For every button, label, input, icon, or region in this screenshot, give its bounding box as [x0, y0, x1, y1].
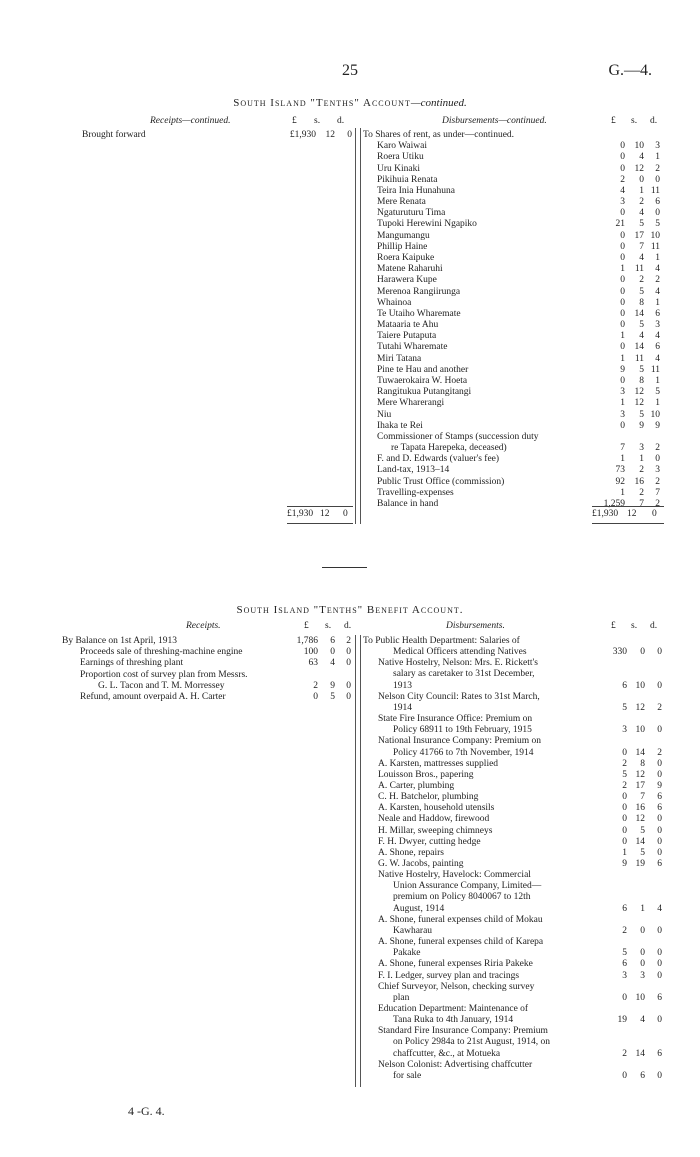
amount-pounds: 0 — [620, 141, 625, 152]
amount-pence: 10 — [650, 409, 660, 420]
amount-shillings: 1 — [639, 185, 644, 196]
ledger-row-text: C. H. Batchelor, plumbing — [378, 792, 479, 803]
ledger-row-text: State Fire Insurance Office: Premium on — [378, 714, 533, 725]
amount-shillings: 16 — [634, 476, 644, 487]
amount-shillings: 11 — [634, 353, 644, 364]
amount-pounds: 2 — [622, 925, 627, 936]
amount-shillings: 7 — [639, 498, 644, 509]
amount-pence: 2 — [655, 498, 660, 509]
amount-pounds: 0 — [622, 814, 627, 825]
amount-pence: 4 — [655, 331, 660, 342]
ledger-row-text: on Policy 2984a to 21st August, 1914, on — [393, 1037, 551, 1048]
amount-pence: 4 — [657, 903, 662, 914]
amount-pounds: 0 — [620, 208, 625, 219]
amount-pence: 6 — [655, 308, 660, 319]
amount-pence: 3 — [655, 465, 660, 476]
amount-pounds: 3 — [620, 409, 625, 420]
amount-pounds: 2 — [622, 780, 627, 791]
amount-pence: 2 — [346, 636, 351, 646]
amount-pounds: 0 — [620, 308, 625, 319]
amount-pence: 6 — [657, 992, 662, 1003]
amount-pounds: 92 — [615, 476, 625, 487]
ledger-row-text: Whainoa — [377, 297, 412, 308]
amount-pence: 1 — [655, 398, 660, 409]
amount-shillings: 5 — [639, 409, 644, 420]
ledger-row-text: A. Shone, repairs — [378, 847, 444, 858]
ledger-row-text: Tuwaerokaira W. Hoeta — [377, 375, 468, 386]
amount-shillings: 4 — [330, 658, 335, 669]
amount-pence: 11 — [650, 364, 660, 375]
amount-pounds: 3 — [622, 725, 627, 736]
amount-pence: 0 — [657, 725, 662, 736]
amount-pence: 9 — [655, 420, 660, 431]
amount-shillings: 12 — [635, 814, 645, 825]
amount-pence: 2 — [655, 443, 660, 454]
amount-shillings: 5 — [330, 692, 335, 702]
amount-pence: 0 — [657, 847, 662, 858]
amount-pence: 6 — [655, 197, 660, 208]
ledger-row-text: Native Hostelry, Havelock: Commercial — [378, 870, 531, 881]
ledger-row-text: Miri Tatana — [377, 353, 422, 364]
section-title-tenths-account: South Island "Tenths" Account—continued. — [233, 97, 467, 109]
amount-pence: 0 — [657, 970, 662, 981]
amount-pence: 2 — [657, 747, 662, 758]
amount-pence: 0 — [657, 1015, 662, 1026]
ledger-row-text: 1913 — [393, 680, 412, 691]
amount-pounds: 0 — [620, 297, 625, 308]
amount-shillings: 7 — [640, 792, 645, 803]
amount-pence: 6 — [655, 342, 660, 353]
amount-pounds: 330 — [612, 647, 627, 658]
amount-pence: 0 — [346, 647, 351, 658]
amount-pence: 4 — [655, 286, 660, 297]
ledger-row-text: Mataaria te Ahu — [377, 320, 439, 331]
amount-shillings: 0 — [639, 174, 644, 185]
ledger-row-text: Tutahi Wharemate — [377, 342, 448, 353]
ledger-row-text: F. and D. Edwards (valuer's fee) — [377, 454, 500, 465]
amount-pence: 0 — [657, 758, 662, 769]
amount-shillings: 17 — [635, 780, 645, 791]
section-title-benefit-account: South Island "Tenths" Benefit Account. — [236, 604, 464, 616]
disbursements-header: Disbursements—continued. — [442, 116, 547, 126]
receipts-header: Receipts—continued. — [150, 116, 231, 126]
amount-shillings: 10 — [635, 680, 645, 691]
amount-pounds: 1,786 — [296, 636, 318, 646]
amount-pounds: 0 — [620, 152, 625, 163]
amount-pounds: 0 — [622, 1070, 627, 1081]
ledger-row-text: Chief Surveyor, Nelson, checking survey — [378, 981, 535, 992]
amount-pence: 4 — [655, 264, 660, 275]
amount-shillings: 2 — [639, 275, 644, 286]
amount-pounds: 2 — [620, 174, 625, 185]
ledger-row-text: Travelling-expenses — [377, 487, 454, 498]
ledger-row-text: Public Trust Office (commission) — [377, 476, 505, 487]
amount-shillings: 5 — [639, 286, 644, 297]
amount-pounds: 0 — [313, 692, 318, 702]
amount-shillings: 6 — [330, 636, 335, 646]
amount-shillings: 14 — [635, 1048, 645, 1059]
amount-pounds: 1 — [620, 454, 625, 465]
amount-pounds: 5 — [622, 948, 627, 959]
page-number: 25 — [342, 62, 358, 79]
ledger-row-text: Commissioner of Stamps (succession duty — [377, 431, 539, 442]
total-rule — [592, 523, 664, 524]
ledger-row-text: A. Shone, funeral expenses Riria Pakeke — [378, 959, 533, 970]
amount-pounds: 0 — [620, 241, 625, 252]
amount-pounds: 6 — [622, 680, 627, 691]
amount-pence: 0 — [655, 174, 660, 185]
amount-shillings: 9 — [639, 420, 644, 431]
amount-pounds: 9 — [622, 859, 627, 869]
amount-shillings: 2 — [639, 197, 644, 208]
ledger-row-text: Matene Raharuhi — [377, 264, 443, 275]
amount-shillings: 12 — [634, 387, 644, 398]
ledger-row-text: Karo Waiwai — [377, 141, 427, 152]
ledger-row-text: Standard Fire Insurance Company: Premium — [378, 1026, 548, 1037]
amount-pence: 0 — [657, 959, 662, 970]
receipts-header: Receipts. — [186, 621, 221, 631]
amount-shillings: 10 — [635, 992, 645, 1003]
amount-pence: 2 — [655, 476, 660, 487]
amount-pounds: 1 — [622, 847, 627, 858]
amount-shillings: 12 — [635, 769, 645, 780]
amount-pounds: 6 — [622, 959, 627, 970]
amount-shillings: 14 — [635, 836, 645, 847]
ledger-row-text: Union Assurance Company, Limited— — [393, 881, 542, 892]
amount-shillings: 14 — [634, 308, 644, 319]
ledger-row-text: A. Carter, plumbing — [378, 780, 455, 791]
amount-pence: 6 — [657, 792, 662, 803]
amount-pounds: 2 — [622, 758, 627, 769]
section-separator — [322, 567, 367, 568]
amount-pounds: 5 — [622, 769, 627, 780]
amount-pounds: 73 — [615, 465, 625, 476]
amount-shillings: 11 — [634, 264, 644, 275]
amount-shillings: 9 — [330, 680, 335, 691]
amount-shillings: 14 — [635, 747, 645, 758]
ledger-row-text: To Public Health Department: Salaries of — [363, 636, 520, 646]
amount-pence: 4 — [655, 353, 660, 364]
amount-pounds: 1 — [620, 353, 625, 364]
amount-shillings: 6 — [640, 1070, 645, 1081]
amount-shillings: 12 — [325, 130, 335, 140]
amount-pence: 0 — [657, 836, 662, 847]
ledger-row-text: A. Karsten, household utensils — [378, 803, 495, 814]
ledger-row-text: Te Utaiho Wharemate — [377, 308, 461, 319]
amount-shillings: 3 — [639, 443, 644, 454]
amount-pounds: 3 — [620, 387, 625, 398]
ledger-row-text: Mere Wharerangi — [377, 398, 445, 409]
ledger-row-text: August, 1914 — [393, 903, 445, 914]
amount-pence: 6 — [657, 1048, 662, 1059]
ledger-row-text: G. L. Tacon and T. M. Morressey — [98, 680, 225, 691]
amount-shillings: 5 — [639, 320, 644, 331]
ledger-row-text: Rangitukua Putangitangi — [377, 387, 472, 398]
amount-shillings: 8 — [639, 297, 644, 308]
ledger-row-text: Pikihuia Renata — [377, 174, 438, 185]
amount-shillings: 12 — [634, 163, 644, 174]
amount-shillings: 2 — [639, 465, 644, 476]
amount-shillings: 4 — [639, 331, 644, 342]
amount-shillings: 4 — [639, 152, 644, 163]
ledger-row-text: Ihaka te Rei — [377, 420, 423, 431]
ledger-row-text: To Shares of rent, as under—continued. — [363, 130, 515, 140]
ledger-row-text: Neale and Haddow, firewood — [378, 814, 490, 825]
ledger-row-text: Nelson Colonist: Advertising chaffcutter — [378, 1059, 533, 1070]
amount-pence: 3 — [655, 141, 660, 152]
ledger-row-text: Pine te Hau and another — [377, 364, 469, 375]
ledger-row-text: G. W. Jacobs, painting — [378, 859, 464, 869]
ledger-row-text: chaffcutter, &c., at Motueka — [393, 1048, 501, 1059]
amount-pounds: 0 — [622, 825, 627, 836]
ledger-row-text: Nelson City Council: Rates to 31st March, — [378, 691, 540, 702]
amount-pounds: 21 — [615, 219, 625, 230]
ledger-row-text: Earnings of threshing plant — [80, 658, 184, 669]
amount-pounds: 0 — [620, 375, 625, 386]
amount-pounds: 6 — [622, 903, 627, 914]
amount-pence: 0 — [657, 1070, 662, 1081]
amount-shillings: 3 — [640, 970, 645, 981]
ledger-row-text: Policy 41766 to 7th November, 1914 — [393, 747, 534, 758]
page-footer: 4 -G. 4. — [128, 1104, 165, 1118]
ledger-row-text: Uru Kinaki — [377, 163, 421, 174]
ledger-row-text: F. I. Ledger, survey plan and tracings — [378, 970, 520, 981]
ledger-row-text: By Balance on 1st April, 1913 — [62, 636, 178, 646]
ledger-row-text: Policy 68911 to 19th February, 1915 — [393, 725, 532, 736]
total-rule — [287, 506, 353, 507]
amount-pence: 1 — [655, 297, 660, 308]
amount-pence: 6 — [657, 859, 662, 869]
amount-shillings: 0 — [640, 948, 645, 959]
ledger-row-text: National Insurance Company: Premium on — [378, 736, 542, 747]
amount-shillings: 12 — [635, 702, 645, 713]
amount-pence: 0 — [657, 769, 662, 780]
ledger-row-text: Proceeds sale of threshing-machine engine — [80, 647, 243, 658]
amount-shillings: 10 — [634, 141, 644, 152]
ledger-row-text: Taiere Putaputa — [377, 331, 437, 342]
amount-pence: 2 — [655, 163, 660, 174]
ledger-row-text: Native Hostelry, Nelson: Mrs. E. Rickett's — [378, 658, 538, 669]
amount-pence: 1 — [655, 152, 660, 163]
total-rule — [592, 506, 664, 507]
ledger-row-text: A. Karsten, mattresses supplied — [378, 758, 499, 769]
amount-shillings: 4 — [640, 1015, 645, 1026]
total-rule — [287, 523, 353, 524]
amount-shillings: 5 — [640, 825, 645, 836]
amount-pounds: 1 — [620, 487, 625, 498]
amount-shillings: 0 — [640, 925, 645, 936]
amount-pounds: 0 — [620, 230, 625, 241]
amount-pence: 2 — [657, 702, 662, 713]
ledger-row-text: 1914 — [393, 702, 412, 713]
amount-pounds: 0 — [620, 342, 625, 353]
amount-shillings: 5 — [640, 847, 645, 858]
amount-pounds: 0 — [620, 320, 625, 331]
ledger-row-text: Tupoki Herewini Ngapiko — [377, 219, 477, 230]
amount-shillings: 8 — [639, 375, 644, 386]
amount-shillings: 0 — [330, 647, 335, 658]
amount-pounds: 0 — [622, 747, 627, 758]
ledger-row-text: plan — [393, 992, 410, 1003]
amount-shillings: 12 — [634, 398, 644, 409]
amount-shillings: 7 — [639, 241, 644, 252]
ledger-row-text: Louisson Bros., papering — [378, 769, 474, 780]
ledger-row-text: Pakake — [393, 948, 421, 959]
amount-pounds: 3 — [620, 197, 625, 208]
amount-pounds: 19 — [617, 1015, 627, 1026]
amount-pounds: 0 — [620, 252, 625, 263]
amount-shillings: 17 — [634, 230, 644, 241]
amount-pence: 0 — [346, 658, 351, 669]
amount-pence: 11 — [650, 185, 660, 196]
amount-shillings: 4 — [639, 252, 644, 263]
amount-pounds: £1,930 — [289, 130, 316, 140]
amount-pence: 1 — [655, 375, 660, 386]
amount-pence: 0 — [657, 948, 662, 959]
document-reference: G.—4. — [608, 62, 652, 79]
amount-pence: 0 — [657, 680, 662, 691]
ledger-row-text: Medical Officers attending Natives — [393, 647, 527, 658]
amount-shillings: 0 — [640, 959, 645, 970]
amount-shillings: 2 — [639, 487, 644, 498]
ledger-row-text: Proportion cost of survey plan from Messrs. — [80, 669, 248, 680]
amount-pence: 0 — [657, 647, 662, 658]
amount-pence: 5 — [655, 387, 660, 398]
ledger-row-text: re Tapata Harepeka, deceased) — [391, 443, 507, 454]
amount-shillings: 14 — [634, 342, 644, 353]
amount-shillings: 1 — [640, 903, 645, 914]
ledger-row-text: A. Shone, funeral expenses child of Mokau — [378, 914, 543, 925]
ledger-row-text: Tana Ruka to 4th January, 1914 — [393, 1015, 514, 1026]
amount-pence: 9 — [657, 780, 662, 791]
amount-shillings: 16 — [635, 803, 645, 814]
column-divider — [360, 128, 361, 524]
amount-pounds: 1 — [620, 264, 625, 275]
amount-pence: 3 — [655, 320, 660, 331]
amount-pounds: 0 — [620, 275, 625, 286]
ledger-row-text: Phillip Haine — [377, 241, 428, 252]
column-divider — [355, 635, 356, 1087]
amount-shillings: 1 — [639, 454, 644, 465]
amount-shillings: 4 — [639, 208, 644, 219]
amount-shillings: 5 — [639, 219, 644, 230]
ledger-row-text: Refund, amount overpaid A. H. Carter — [80, 692, 226, 702]
ledger-row-text: A. Shone, funeral expenses child of Karepa — [378, 937, 544, 948]
disbursements-header: Disbursements. — [446, 621, 505, 631]
amount-pence: 1 — [655, 252, 660, 263]
ledger-row-text: Harawera Kupe — [377, 275, 437, 286]
amount-pounds: 2 — [622, 1048, 627, 1059]
amount-pounds: 63 — [308, 658, 318, 669]
amount-pounds: 0 — [622, 992, 627, 1003]
ledger-row-text: Teira Inia Hunahuna — [377, 185, 455, 196]
amount-pounds: 0 — [622, 803, 627, 814]
ledger-row-text: Brought forward — [82, 130, 146, 140]
amount-pence: 0 — [347, 130, 352, 140]
amount-pence: 11 — [650, 241, 660, 252]
amount-pounds: 9 — [620, 364, 625, 375]
amount-pounds: 1 — [620, 398, 625, 409]
amount-pounds: 7 — [620, 443, 625, 454]
amount-pounds: 0 — [620, 163, 625, 174]
ledger-row-text: Mangumangu — [377, 230, 430, 241]
ledger-row-text: Land-tax, 1913–14 — [377, 465, 450, 476]
ledger-row-text: Roera Utiku — [377, 152, 424, 163]
amount-pounds: 0 — [622, 836, 627, 847]
ledger-row-text: salary as caretaker to 31st December, — [393, 669, 535, 680]
amount-pounds: 0 — [622, 792, 627, 803]
amount-pence: 0 — [346, 692, 351, 702]
amount-pounds: 1 — [620, 331, 625, 342]
ledger-row-text: premium on Policy 8040067 to 12th — [393, 892, 531, 903]
amount-pence: 2 — [655, 275, 660, 286]
ledger-row-text: Kawharau — [393, 925, 433, 936]
ledger-row-text: Niu — [377, 409, 392, 420]
amount-pounds: 100 — [303, 647, 318, 658]
amount-shillings: 5 — [639, 364, 644, 375]
amount-pence: 10 — [650, 230, 660, 241]
ledger-row-text: Mere Renata — [377, 197, 426, 208]
amount-pence: 5 — [655, 219, 660, 230]
ledger-row-text: Education Department: Maintenance of — [378, 1003, 529, 1014]
amount-pounds: 4 — [620, 185, 625, 196]
amount-pounds: 0 — [620, 286, 625, 297]
amount-pence: 7 — [655, 487, 660, 498]
amount-shillings: 10 — [635, 725, 645, 736]
column-divider — [360, 635, 361, 1087]
ledger-row-text: Merenoa Rangiirunga — [377, 286, 461, 297]
amount-pence: 0 — [655, 208, 660, 219]
ledger-row-text: for sale — [393, 1070, 422, 1081]
amount-pounds: 1,259 — [603, 498, 625, 509]
amount-pence: 6 — [657, 803, 662, 814]
amount-pence: 0 — [657, 925, 662, 936]
ledger-row-text: Roera Kaipuke — [377, 252, 435, 263]
amount-pounds: 0 — [620, 420, 625, 431]
ledger-row-text: Ngaturuturu Tima — [377, 208, 446, 219]
ledger-row-text: Balance in hand — [377, 498, 439, 509]
amount-pence: 0 — [655, 454, 660, 465]
ledger-row-text: F. H. Dwyer, cutting hedge — [378, 836, 481, 847]
amount-pence: 0 — [346, 680, 351, 691]
amount-shillings: 19 — [635, 859, 645, 869]
amount-pounds: 3 — [622, 970, 627, 981]
amount-pence: 0 — [657, 814, 662, 825]
amount-shillings: 0 — [640, 647, 645, 658]
amount-pounds: 2 — [313, 680, 318, 691]
column-divider — [355, 128, 356, 524]
ledger-row-text: H. Millar, sweeping chimneys — [378, 825, 493, 836]
amount-shillings: 8 — [640, 758, 645, 769]
amount-pounds: 5 — [622, 702, 627, 713]
amount-pence: 0 — [657, 825, 662, 836]
